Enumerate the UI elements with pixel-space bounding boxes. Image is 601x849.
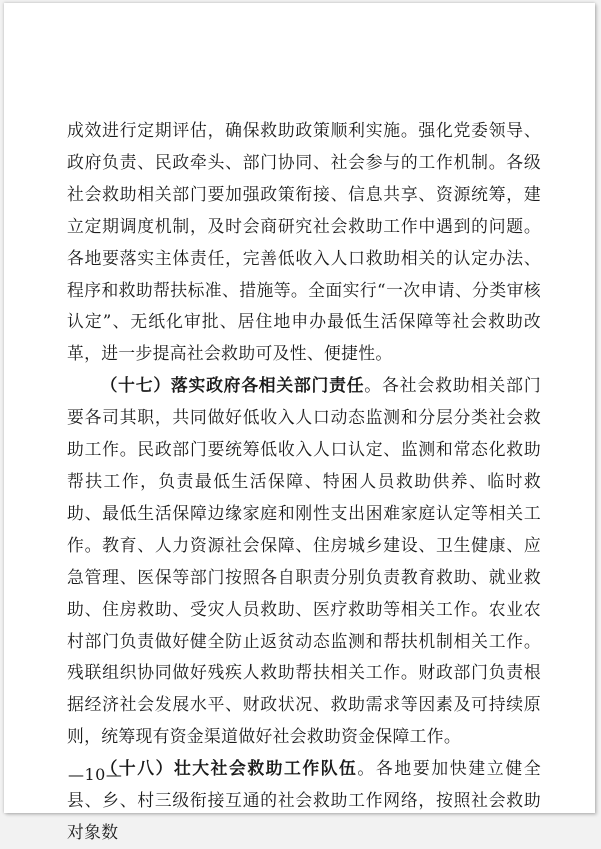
section-body-17: 。各社会救助相关部门要各司其职，共同做好低收入人口动态监测和分层分类社会救助工作。民政部门要统筹低收入人口认定、监测和常态化救助帮扶工作，负责最低生活保障、特困人员救助供养、临时救助、最低生活保障边缘家庭和刚性支出困难家庭认定等相关工作。教育、人力资源社会保障、住房城乡建设、卫生健康、应急管理、医保等部门按照各自职责分别负责教育救助、就业救助、住房救助、受灾人员救助、医疗救助等相关工作。农业农村部门负责做好健全防止返贫动态监测和帮扶机制相关工作。残联组织协同做好残疾人救助帮扶相关工作。财政部门负责根据经济社会发展水平、财政状况、救助需求等因素及可持续原则，统筹现有资金渠道做好社会救助资金保障工作。 <box>67 375 541 747</box>
section-heading-18: （十八）壮大社会救助工作队伍 <box>100 758 358 779</box>
paragraph-continued: 成效进行定期评估，确保救助政策顺利实施。强化党委领导、政府负责、民政牵头、部门协同、社会参与的工作机制。各级社会救助相关部门要加强政策衔接、信息共享、资源统筹，建立定期调度机制，及时会商研究社会救助工作中遇到的问题。各地要落实主体责任，完善低收入人口救助相关的认定办法、程序和救助帮扶标准、措施等。全面实行“一次申请、分类审核认定”、无纸化审批、居住地申办最低生活保障等社会救助改革，进一步提高社会救助可及性、便捷性。 <box>67 120 541 364</box>
section-heading-17: （十七）落实政府各相关部门责任 <box>100 375 365 396</box>
page-number: —10— <box>68 765 123 784</box>
paragraph-section-17 <box>67 370 541 753</box>
document-page <box>4 3 595 842</box>
paragraph-section-18 <box>67 753 541 849</box>
document-body <box>67 115 541 849</box>
section-body-18: 。各地要加快建立健全县、乡、村三级衔接互通的社会救助工作网络，按照社会救助对象数 <box>67 758 541 842</box>
